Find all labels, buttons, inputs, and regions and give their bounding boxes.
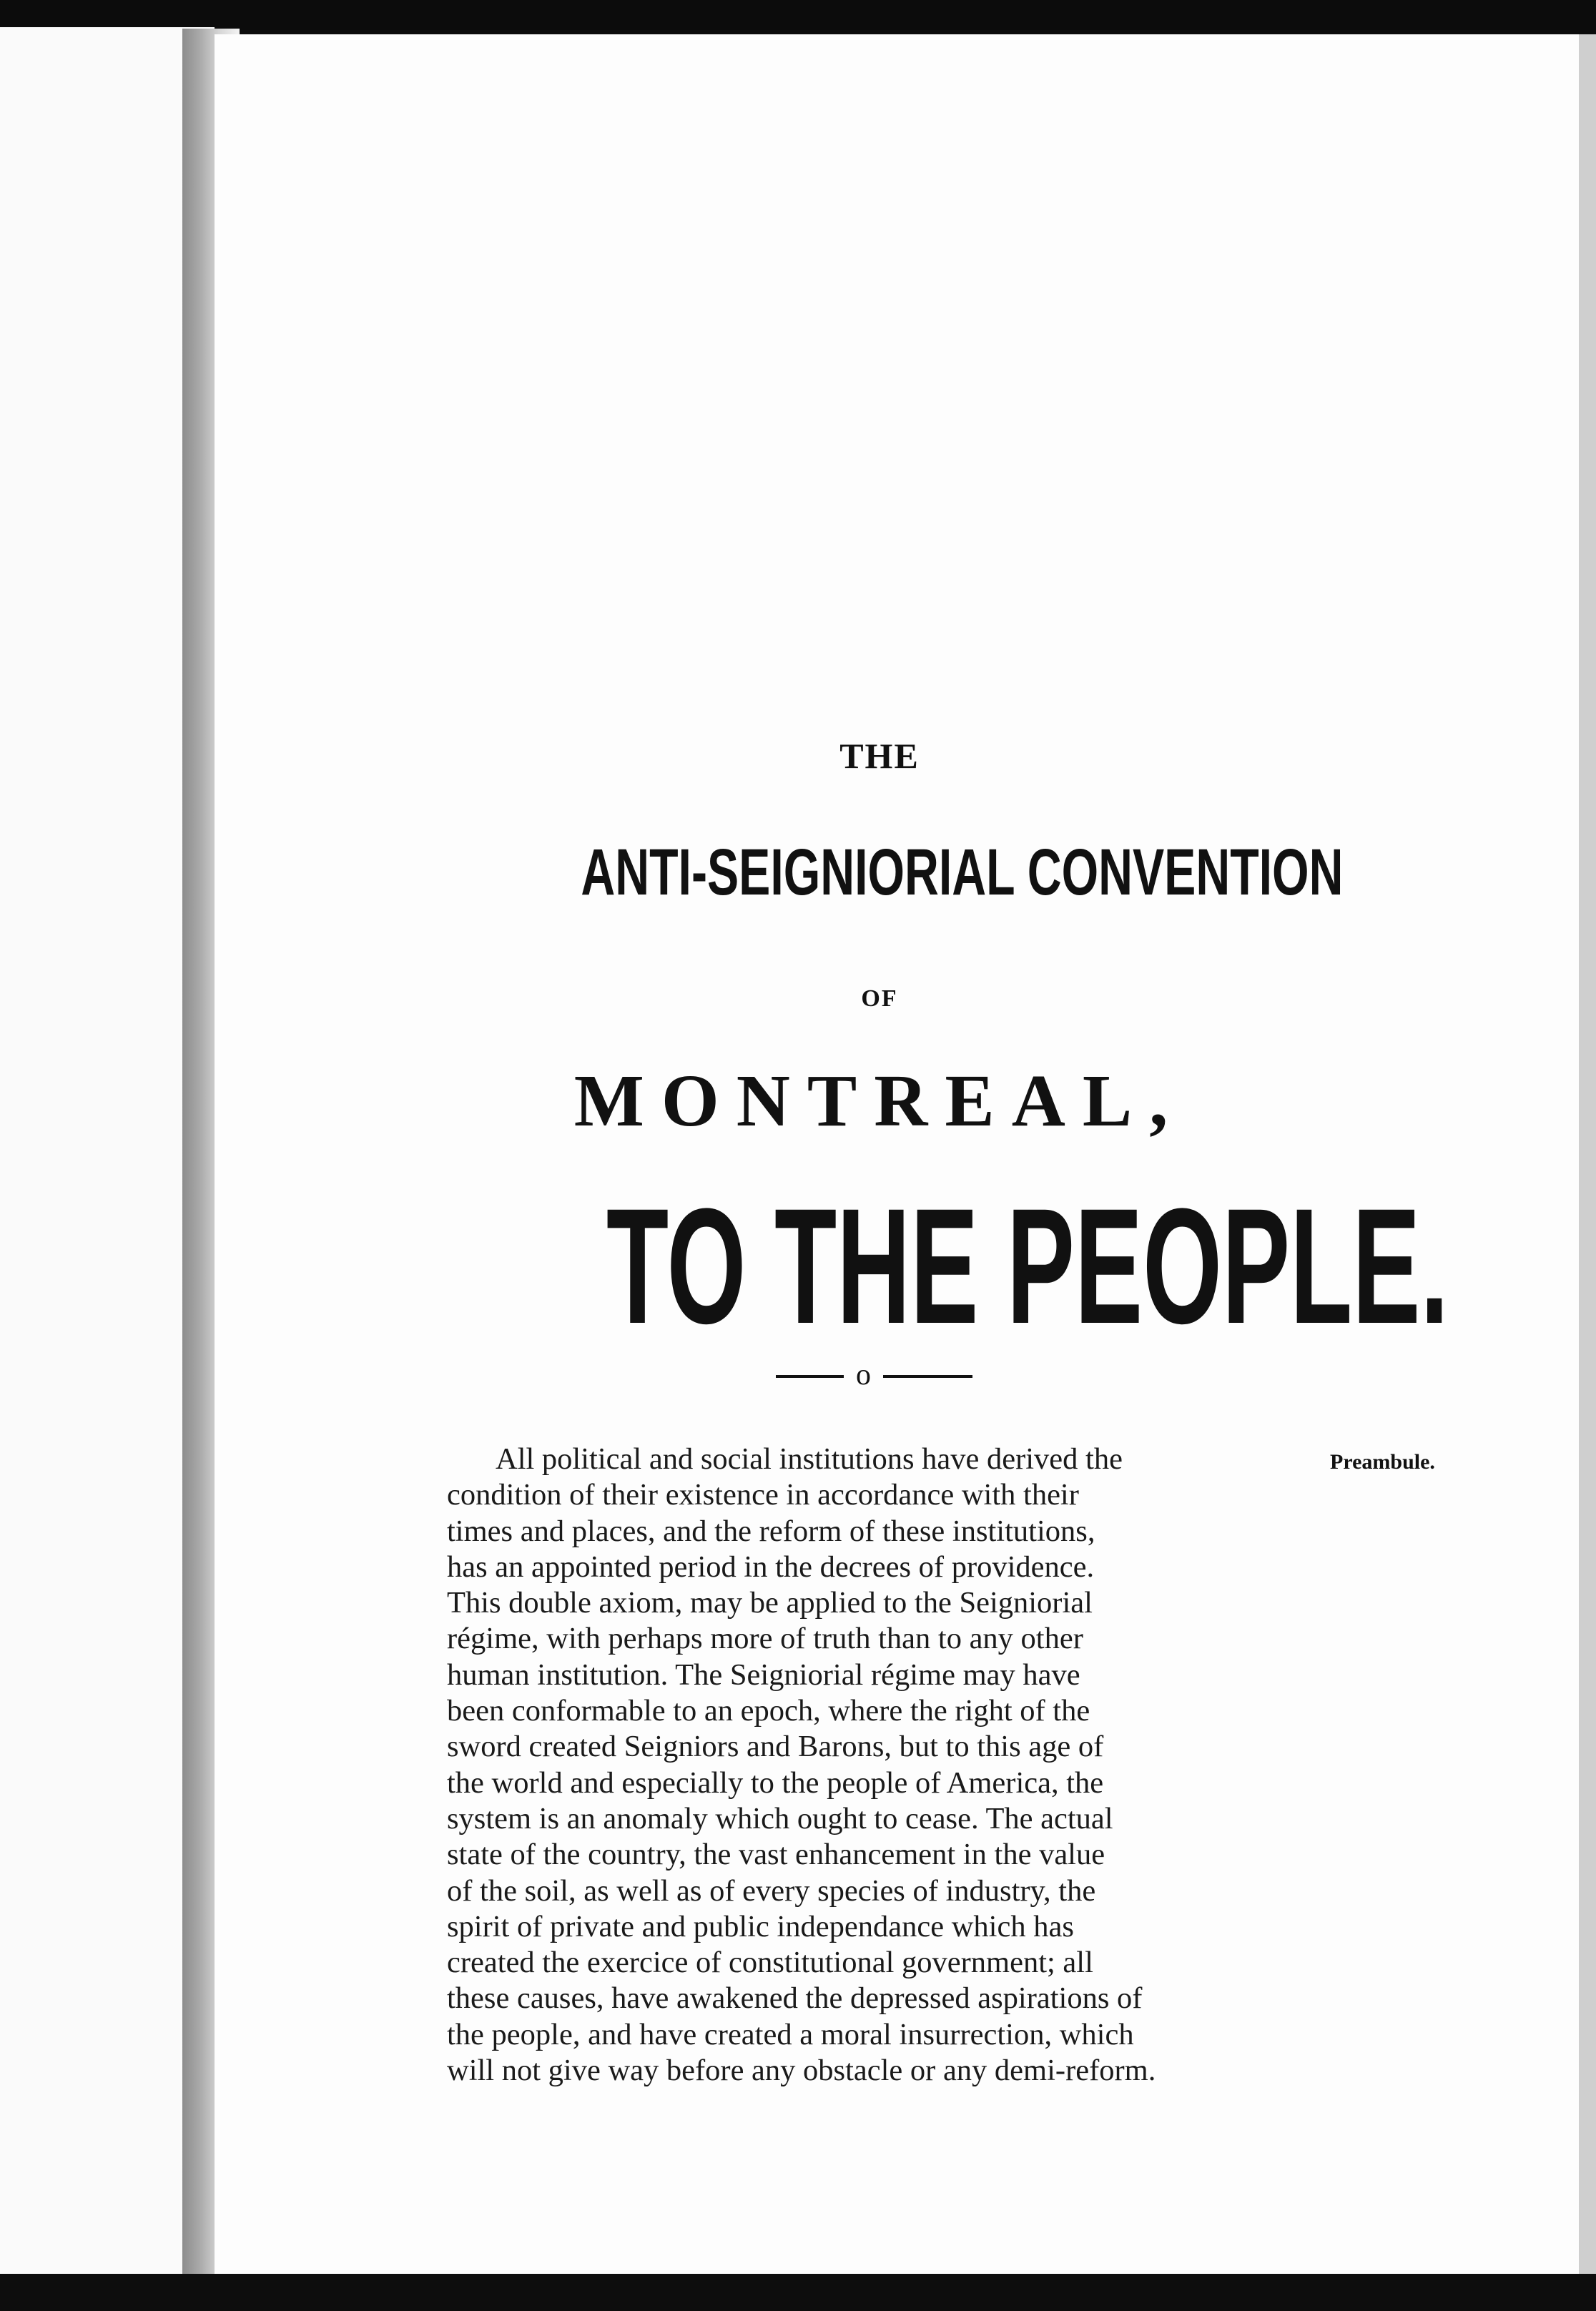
separator-rule-right: [883, 1375, 972, 1378]
body-line: This double axiom, may be applied to the Seigniorial: [447, 1586, 1093, 1620]
body-line: times and places, and the reform of these institutions,: [447, 1514, 1095, 1548]
heading-montreal: MONTREAL,: [573, 1060, 1186, 1142]
body-line: state of the country, the vast enhancement in the value: [447, 1838, 1105, 1872]
body-line: been conformable to an epoch, where the right of the: [447, 1694, 1090, 1728]
body-line: the people, and have created a moral insurrection, which: [447, 2017, 1134, 2051]
body-paragraph: [447, 1442, 1284, 2089]
heading-convention: ANTI-SEIGNIORIAL CONVENTION: [581, 836, 1344, 909]
body-line: of the soil, as well as of every species of industry, the: [447, 1873, 1096, 1908]
heading-of: OF: [861, 985, 898, 1012]
separator-rule-left: [776, 1375, 844, 1378]
page-right-edge: [1579, 34, 1596, 2275]
body-line: has an appointed period in the decrees of providence.: [447, 1549, 1095, 1584]
document-page: [215, 34, 1596, 2275]
scan-bottom-border: [0, 2274, 1596, 2311]
body-line: will not give way before any obstacle or any demi-reform.: [447, 2054, 1156, 2088]
body-line: the world and especially to the people of America, the: [447, 1765, 1104, 1800]
heading-to-the-people: TO THE PEOPLE.: [606, 1174, 1449, 1358]
body-line: condition of their existence in accordance with their: [447, 1478, 1079, 1512]
separator-mark: o: [856, 1359, 871, 1391]
body-line: created the exercice of constitutional government; all: [447, 1946, 1093, 1980]
body-line: spirit of private and public independance which has: [447, 1909, 1074, 1943]
body-line: All political and social institutions have derived the: [496, 1442, 1123, 1476]
body-line: these causes, have awakened the depressed aspirations of: [447, 1981, 1143, 2016]
margin-note: Preambule.: [1330, 1450, 1435, 1474]
body-line: sword created Seigniors and Barons, but to this age of: [447, 1730, 1104, 1764]
body-line: system is an anomaly which ought to cease. The actual: [447, 1801, 1113, 1836]
heading-the: THE: [839, 736, 920, 776]
body-line: human institution. The Seigniorial régime may have: [447, 1657, 1080, 1692]
body-line: régime, with perhaps more of truth than to any other: [447, 1622, 1083, 1656]
